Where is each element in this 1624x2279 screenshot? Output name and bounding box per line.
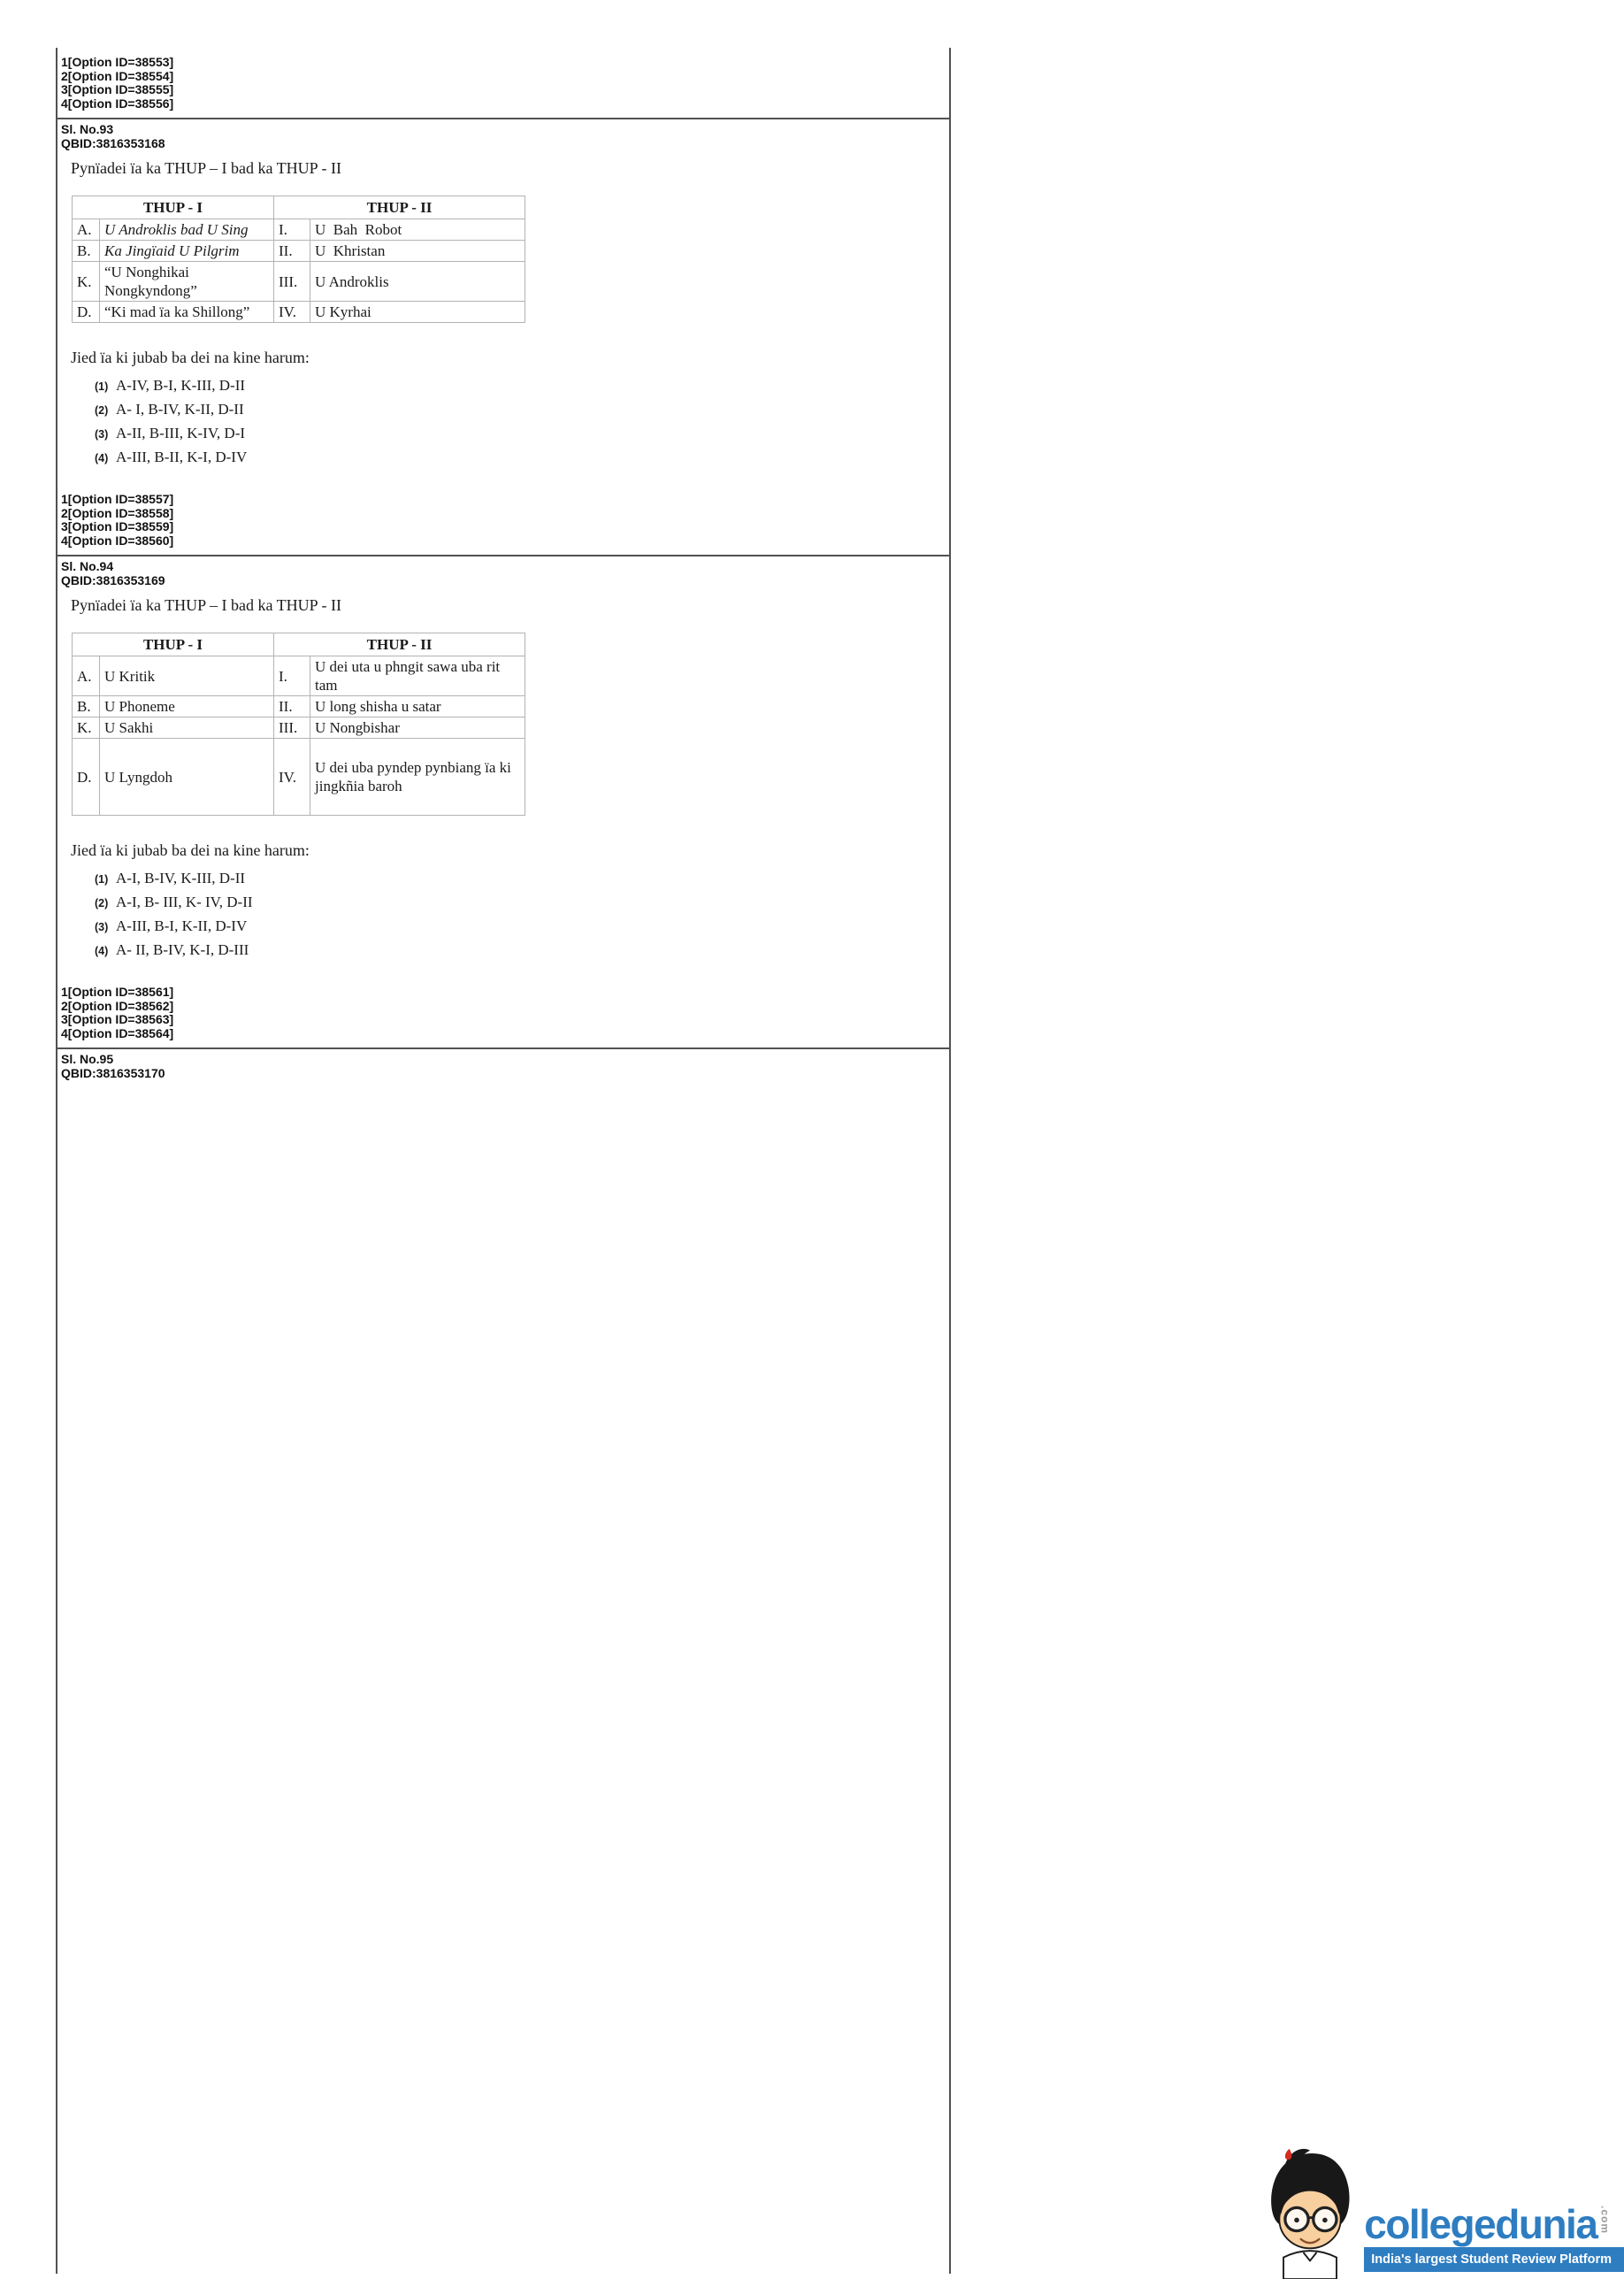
row-label: D. <box>73 739 100 816</box>
answer-instruction: Jied ïa ki jubab ba dei na kine harum: <box>71 841 310 859</box>
thup1-cell: U Lyngdoh <box>100 739 274 816</box>
table-row <box>73 656 525 696</box>
choice-row <box>95 939 940 963</box>
thup2-cell: U Nongbishar <box>310 717 525 739</box>
option-id-line: 2[Option ID=38562] <box>61 998 174 1013</box>
question-qbid: QBID:3816353170 <box>61 1065 165 1080</box>
question-qbid: QBID:3816353168 <box>61 135 165 150</box>
choice-row <box>95 374 940 398</box>
thup2-cell: U dei uba pyndep pynbiang ïa ki jingkñia baroh <box>310 739 525 816</box>
question-serial: Sl. No.94 <box>61 559 114 573</box>
choice-text: A-I, B- III, K- IV, D-II <box>116 894 253 910</box>
q93-option-ids <box>61 493 940 548</box>
option-id-line: 2[Option ID=38558] <box>61 505 174 520</box>
roman-label: IV. <box>274 739 310 816</box>
choice-number: (3) <box>95 428 109 441</box>
table-header-row <box>73 196 525 219</box>
choice-number: (2) <box>95 897 109 909</box>
thup1-cell: “Ki mad ïa ka Shillong” <box>100 302 274 323</box>
option-id-line: 1[Option ID=38557] <box>61 492 174 506</box>
table-row <box>73 219 525 241</box>
option-id-line: 3[Option ID=38563] <box>61 1012 174 1026</box>
question-prompt: Pynïadei ïa ka THUP – I bad ka THUP - II <box>71 159 341 177</box>
brand-block <box>1364 2201 1624 2279</box>
option-id-line: 4[Option ID=38560] <box>61 533 174 548</box>
choice-number: (3) <box>95 921 109 933</box>
choice-text: A-III, B-II, K-I, D-IV <box>116 449 248 465</box>
roman-label: III. <box>274 262 310 302</box>
thup2-cell: U Kyrhai <box>310 302 525 323</box>
option-id-line: 2[Option ID=38554] <box>61 68 174 83</box>
option-id-line: 1[Option ID=38553] <box>61 55 174 69</box>
thup1-cell: U Androklis bad U Sing <box>100 219 274 241</box>
roman-label: II. <box>274 696 310 717</box>
choice-row <box>95 915 940 939</box>
thup2-cell: U Androklis <box>310 262 525 302</box>
question-serial: Sl. No.93 <box>61 122 114 136</box>
table-row <box>73 739 525 816</box>
row-label: A. <box>73 219 100 241</box>
brand-wordmark: collegedunia <box>1364 2201 1597 2247</box>
option-id-line: 3[Option ID=38555] <box>61 82 174 96</box>
brand-row <box>1364 2201 1624 2247</box>
choice-text: A-IV, B-I, K-III, D-II <box>116 377 246 394</box>
table-row <box>73 262 525 302</box>
choice-text: A-II, B-III, K-IV, D-I <box>116 425 246 441</box>
question-prompt: Pynïadei ïa ka THUP – I bad ka THUP - II <box>71 596 341 614</box>
thup1-cell: U Phoneme <box>100 696 274 717</box>
option-id-line: 1[Option ID=38561] <box>61 985 174 999</box>
question-paper-frame <box>56 48 951 2274</box>
row-label: B. <box>73 696 100 717</box>
row-label: K. <box>73 717 100 739</box>
option-id-line: 4[Option ID=38556] <box>61 96 174 111</box>
roman-label: III. <box>274 717 310 739</box>
roman-label: I. <box>274 219 310 241</box>
q94-match-table <box>72 633 525 816</box>
choice-text: A- II, B-IV, K-I, D-III <box>116 941 249 958</box>
choice-number: (2) <box>95 404 109 417</box>
thup1-cell: U Sakhi <box>100 717 274 739</box>
answer-instruction: Jied ïa ki jubab ba dei na kine harum: <box>71 349 310 366</box>
option-id-line: 4[Option ID=38564] <box>61 1025 174 1040</box>
choice-row <box>95 891 940 915</box>
brand-tld: .com <box>1598 2206 1612 2235</box>
question-serial: Sl. No.95 <box>61 1052 114 1066</box>
q94-choices <box>61 867 940 963</box>
thup1-header: THUP - I <box>73 633 274 656</box>
table-header-row <box>73 633 525 656</box>
question-93-block <box>57 118 949 555</box>
table-row <box>73 696 525 717</box>
thup2-header: THUP - II <box>274 633 525 656</box>
thup1-cell: U Kritik <box>100 656 274 696</box>
choice-row <box>95 422 940 446</box>
roman-label: IV. <box>274 302 310 323</box>
choice-number: (1) <box>95 380 109 393</box>
choice-row <box>95 867 940 891</box>
q94-option-ids <box>61 986 940 1040</box>
mascot-icon <box>1260 2146 1360 2279</box>
row-label: B. <box>73 241 100 262</box>
thup2-cell: U Bah Robot <box>310 219 525 241</box>
question-qbid: QBID:3816353169 <box>61 572 165 587</box>
thup1-cell: “U Nonghikai Nongkyndong” <box>100 262 274 302</box>
question-94-block <box>57 555 949 1047</box>
q93-match-table <box>72 196 525 323</box>
q93-choices <box>61 374 940 470</box>
roman-label: I. <box>274 656 310 696</box>
choice-text: A-I, B-IV, K-III, D-II <box>116 870 246 886</box>
choice-text: A-III, B-I, K-II, D-IV <box>116 917 248 934</box>
question-92-option-ids-block <box>57 48 949 118</box>
collegedunia-logo[interactable] <box>1260 2146 1624 2279</box>
brand-tagline: India's largest Student Review Platform <box>1364 2247 1624 2272</box>
choice-text: A- I, B-IV, K-II, D-II <box>116 401 244 418</box>
choice-number: (4) <box>95 945 109 957</box>
choice-row <box>95 398 940 422</box>
thup2-header: THUP - II <box>274 196 525 219</box>
row-label: A. <box>73 656 100 696</box>
thup2-cell: U dei uta u phngit sawa uba rit tam <box>310 656 525 696</box>
table-row <box>73 241 525 262</box>
choice-number: (1) <box>95 873 109 886</box>
row-label: K. <box>73 262 100 302</box>
option-id-line: 3[Option ID=38559] <box>61 519 174 533</box>
choice-row <box>95 446 940 470</box>
thup2-cell: U long shisha u satar <box>310 696 525 717</box>
table-row <box>73 302 525 323</box>
table-row <box>73 717 525 739</box>
thup1-header: THUP - I <box>73 196 274 219</box>
thup1-cell: Ka Jingïaid U Pilgrim <box>100 241 274 262</box>
choice-number: (4) <box>95 452 109 464</box>
question-95-block <box>57 1047 949 1087</box>
row-label: D. <box>73 302 100 323</box>
thup2-cell: U Khristan <box>310 241 525 262</box>
roman-label: II. <box>274 241 310 262</box>
